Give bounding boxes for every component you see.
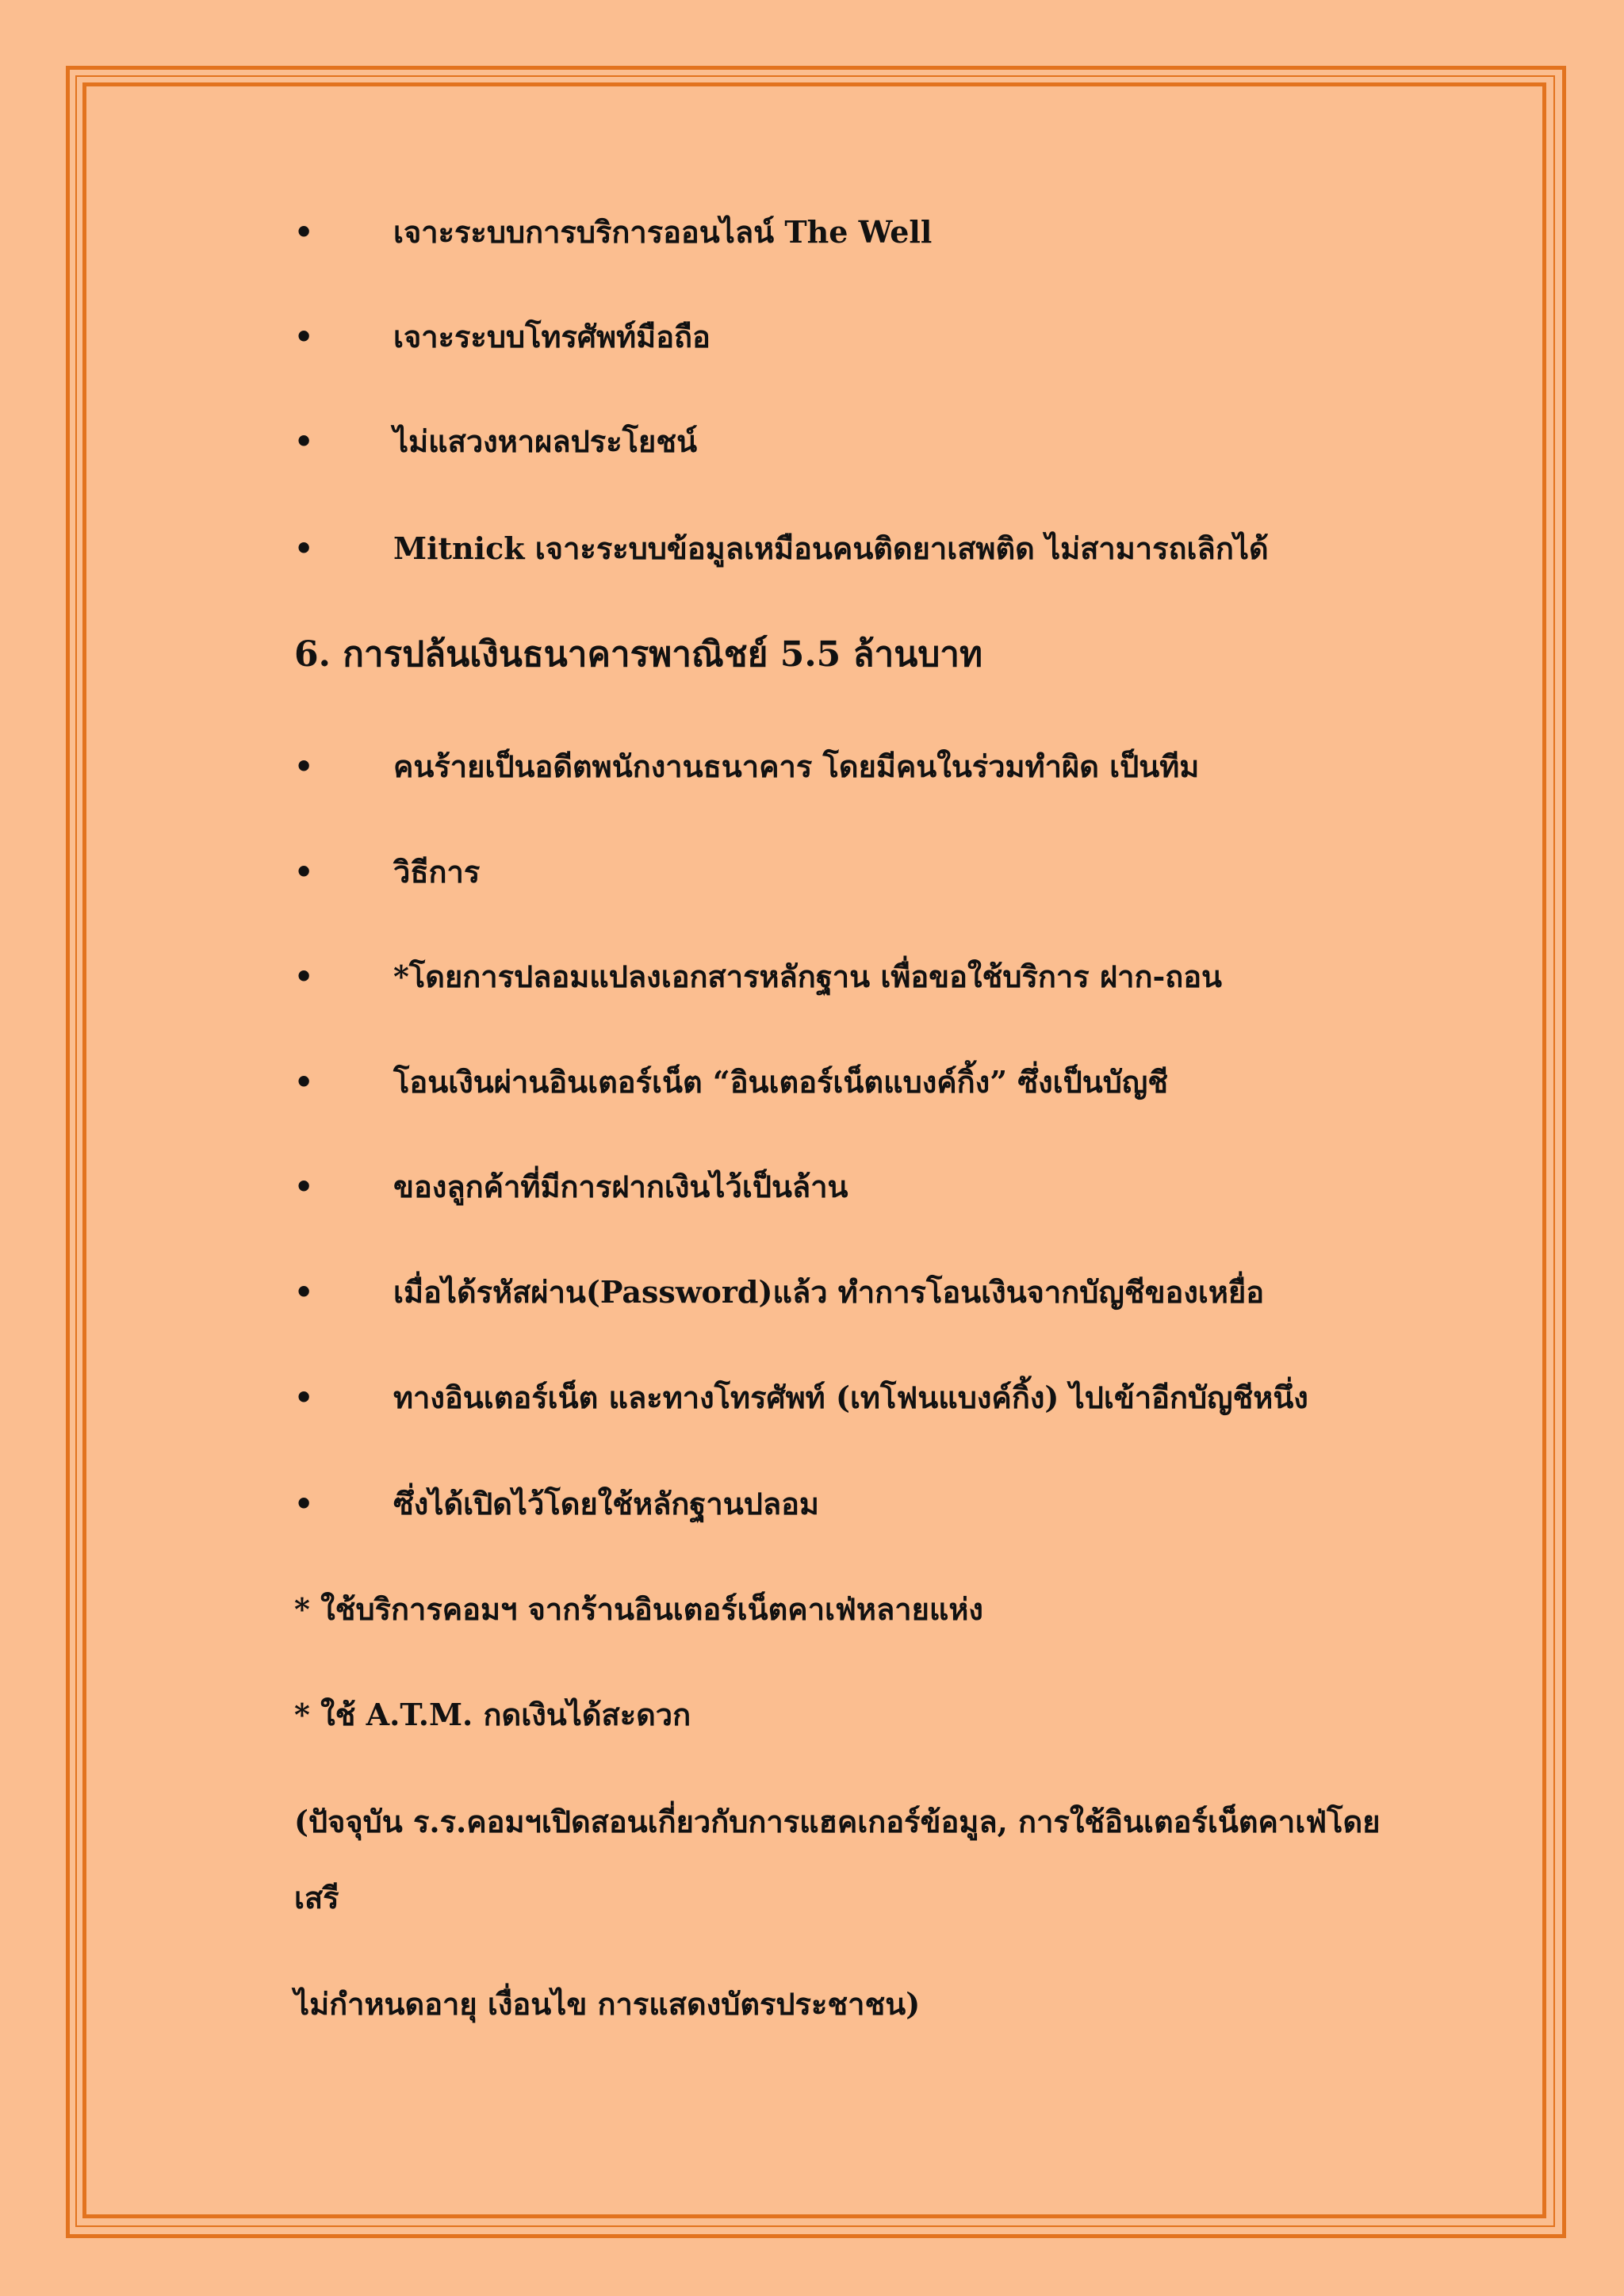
bullet-icon: • (294, 530, 314, 566)
list-item-text: เจาะระบบการบริการออนไลน์ The Well (393, 214, 933, 250)
note-paragraph-end: ไม่กำหนดอายุ เงื่อนไข การแสดงบัตรประชาชน) (294, 1986, 921, 2022)
list-item-text: ทางอินเตอร์เน็ต และทางโทรศัพท์ (เทโฟนแบงค์กิ้ง) ไปเข้าอีกบัญชีหนึ่ง (393, 1380, 1308, 1415)
list-item-text: *โดยการปลอมแปลงเอกสารหลักฐาน เพื่อขอใช้บริการ ฝาก-ถอน (393, 959, 1223, 994)
bullet-icon: • (294, 1064, 314, 1100)
note-line: * ใช้บริการคอมฯ จากร้านอินเตอร์เน็ตคาเฟ่หลายแห่ง (294, 1591, 983, 1627)
list-item-text: ไม่แสวงหาผลประโยชน์ (393, 423, 698, 459)
list-item-text: คนร้ายเป็นอดีตพนักงานธนาคาร โดยมีคนในร่วมทำผิด เป็นทีม (393, 748, 1200, 784)
bullet-icon: • (294, 959, 314, 994)
note-paragraph-continued: เสรี (294, 1880, 339, 1915)
list-item-text: ของลูกค้าที่มีการฝากเงินไว้เป็นล้าน (393, 1169, 848, 1204)
bullet-icon: • (294, 423, 314, 459)
section-heading: 6. การปล้นเงินธนาคารพาณิชย์ 5.5 ล้านบาท (294, 634, 982, 675)
note-line: * ใช้ A.T.M. กดเงินได้สะดวก (294, 1697, 691, 1732)
list-item-text: Mitnick เจาะระบบข้อมูลเหมือนคนติดยาเสพติด ไม่สามารถเลิกได้ (393, 530, 1269, 566)
list-item-text: ซึ่งได้เปิดไว้โดยใช้หลักฐานปลอม (393, 1486, 819, 1521)
bullet-icon: • (294, 854, 314, 890)
list-item-text: โอนเงินผ่านอินเตอร์เน็ต “อินเตอร์เน็ตแบงค์กิ้ง” ซึ่งเป็นบัญชี (393, 1064, 1169, 1100)
bullet-icon: • (294, 1486, 314, 1521)
list-item-text: เมื่อได้รหัสผ่าน(Password)แล้ว ทำการโอนเงินจากบัญชีของเหยื่อ (393, 1274, 1265, 1310)
bullet-icon: • (294, 319, 314, 354)
list-item-text: เจาะระบบโทรศัพท์มือถือ (393, 319, 710, 354)
bullet-icon: • (294, 214, 314, 250)
bullet-icon: • (294, 1274, 314, 1310)
bullet-icon: • (294, 1380, 314, 1415)
bullet-icon: • (294, 1169, 314, 1204)
bullet-icon: • (294, 748, 314, 784)
note-paragraph: (ปัจจุบัน ร.ร.คอมฯเปิดสอนเกี่ยวกับการแฮคเกอร์ข้อมูล, การใช้อินเตอร์เน็ตคาเฟ่โดย (294, 1804, 1381, 1839)
list-item-text: วิธีการ (393, 854, 481, 890)
